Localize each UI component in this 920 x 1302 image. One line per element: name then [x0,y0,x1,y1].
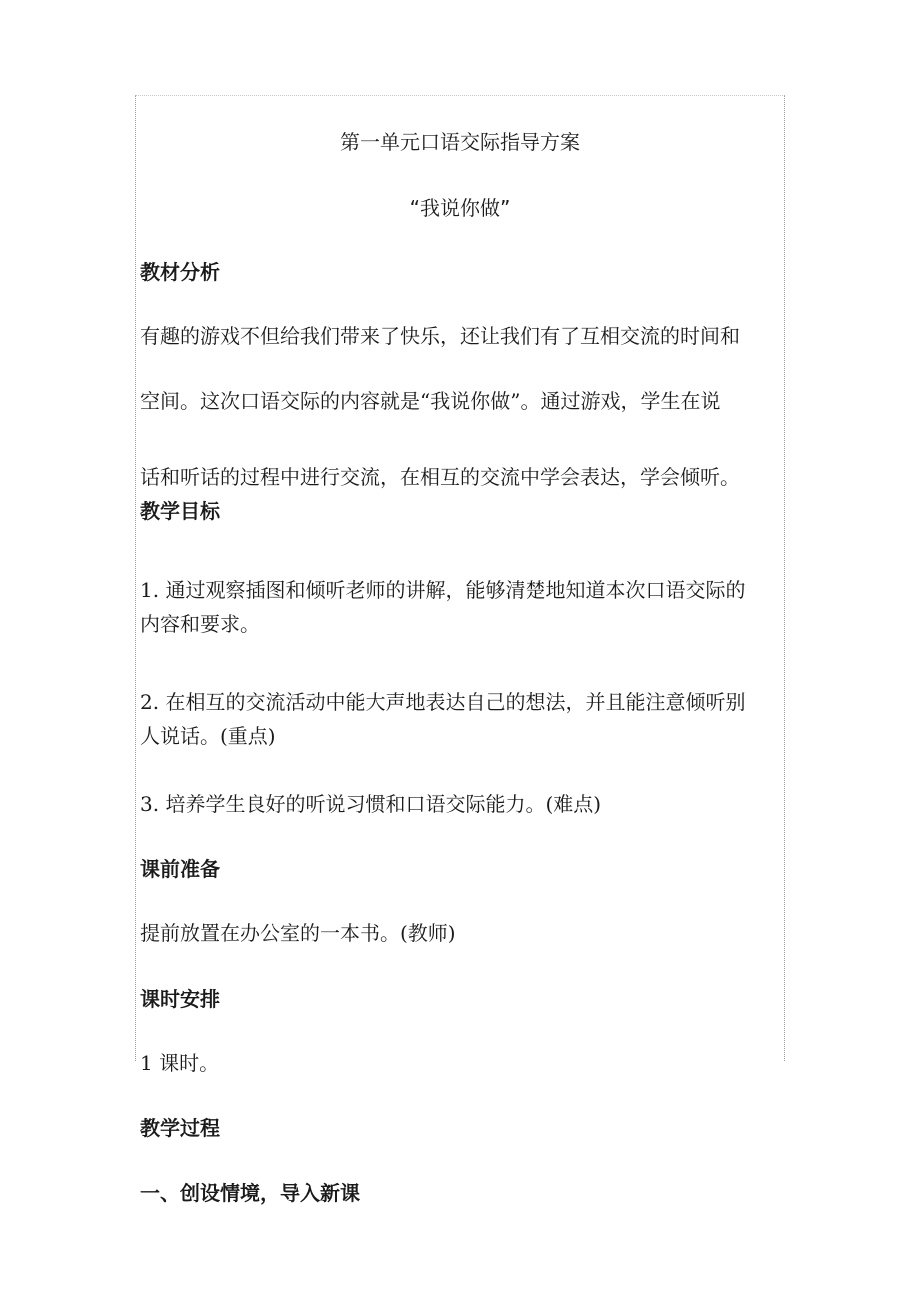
goal-item-line: 人说话。(重点) [140,724,276,748]
goal-item-line: 2. 在相互的交流活动中能大声地表达自己的想法，并且能注意倾听别 [140,690,746,714]
analysis-line: 有趣的游戏不但给我们带来了快乐，还让我们有了互相交流的时间和 [140,324,740,348]
section-heading-goals: 教学目标 [140,499,220,523]
section-heading-analysis: 教材分析 [140,260,220,284]
goal-item-line: 内容和要求。 [140,612,260,636]
section-heading-process: 教学过程 [140,1116,220,1140]
preparation-text: 提前放置在办公室的一本书。(教师) [140,921,456,945]
analysis-line: 话和听话的过程中进行交流，在相互的交流中学会表达，学会倾听。 [140,465,740,489]
section-heading-schedule: 课时安排 [140,987,220,1011]
section-heading-preparation: 课前准备 [140,857,220,881]
goal-item-line: 3. 培养学生良好的听说习惯和口语交际能力。(难点) [140,792,602,816]
document-subtitle: “我说你做” [409,196,511,220]
document-title: 第一单元口语交际指导方案 [340,130,580,154]
schedule-text: 1 课时。 [140,1051,220,1075]
analysis-line: 空间。这次口语交际的内容就是“我说你做”。通过游戏，学生在说 [140,389,721,413]
goal-item-line: 1. 通过观察插图和倾听老师的讲解，能够清楚地知道本次口语交际的 [140,578,746,602]
process-step-heading: 一、创设情境，导入新课 [140,1181,360,1205]
